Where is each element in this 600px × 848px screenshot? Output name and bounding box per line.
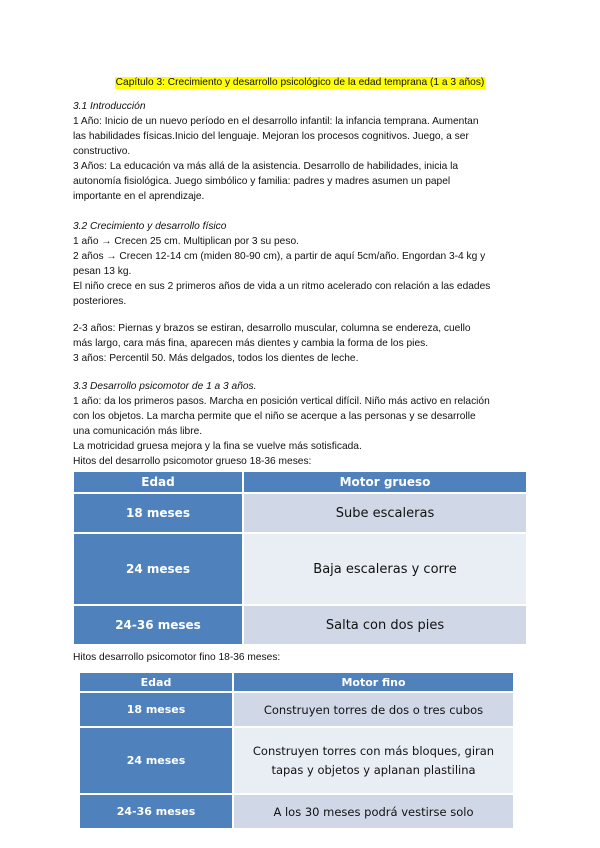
- age-cell: 24-36 meses: [74, 606, 244, 646]
- section-crecimiento: [73, 219, 535, 309]
- paragraph-line: 1 año: da los primeros pasos. Marcha en posición vertical difícil. Niño más activo en relación: [73, 396, 490, 407]
- paragraph-line: una comunicación más libre.: [73, 426, 203, 437]
- milestone-cell: Baja escaleras y corre: [244, 534, 526, 606]
- milestone-cell: Sube escaleras: [244, 494, 526, 534]
- milestone-cell: Construyen torres de dos o tres cubos: [234, 693, 513, 728]
- paragraph-line: 2-3 años: Piernas y brazos se estiran, desarrollo muscular, columna se endereza, cuello: [73, 323, 471, 334]
- table-row: [80, 693, 513, 728]
- age-cell: 18 meses: [74, 494, 244, 534]
- section-crecimiento-extra: [73, 321, 535, 366]
- section-heading: 3.2 Crecimiento y desarrollo físico: [73, 221, 227, 232]
- milestone-cell: Salta con dos pies: [244, 606, 526, 646]
- header-edad: Edad: [80, 673, 234, 693]
- paragraph-line: 1 Año: Inicio de un nuevo período en el desarrollo infantil: la infancia temprana. Aumentan: [73, 116, 479, 127]
- age-cell: 24 meses: [74, 534, 244, 606]
- fine-motor-caption-block: [73, 650, 535, 665]
- chapter-title-wrap: [0, 72, 600, 90]
- paragraph-line: 1 año → Crecen 25 cm. Multiplican por 3 su peso.: [73, 236, 299, 247]
- paragraph-line: con los objetos. La marcha permite que el niño se acerque a las personas y se desarrolle: [73, 411, 476, 422]
- paragraph-line: El niño crece en sus 2 primeros años de vida a un ritmo acelerado con relación a las edades: [73, 281, 491, 292]
- paragraph-line: más largo, cara más fina, aparecen más dientes y cambia la forma de los pies.: [73, 338, 429, 349]
- fine-motor-table: [80, 673, 513, 830]
- paragraph-line: constructivo.: [73, 146, 131, 157]
- paragraph-line: pesan 13 kg.: [73, 266, 132, 277]
- age-cell: 18 meses: [80, 693, 234, 728]
- section-psicomotor: [73, 379, 535, 469]
- milestone-cell: Construyen torres con más bloques, giran tapas y objetos y aplanan plastilina: [234, 728, 513, 795]
- age-cell: 24 meses: [80, 728, 234, 795]
- section-heading: 3.1 Introducción: [73, 101, 146, 112]
- paragraph-line: las habilidades físicas.Inicio del lenguaje. Mejoran los procesos cognitivos. Juego, a ser: [73, 131, 469, 142]
- table-row: [74, 534, 526, 606]
- table-row: [80, 728, 513, 795]
- table-header-row: [74, 472, 526, 494]
- table-row: [74, 494, 526, 534]
- section-heading: 3.3 Desarrollo psicomotor de 1 a 3 años.: [73, 381, 257, 392]
- paragraph-line: 2 años → Crecen 12-14 cm (miden 80-90 cm), a partir de aquí 5cm/año. Engordan 3-4 kg y: [73, 251, 486, 262]
- milestone-cell: A los 30 meses podrá vestirse solo: [234, 795, 513, 830]
- table-row: [74, 606, 526, 646]
- header-motor-fino: Motor fino: [234, 673, 513, 693]
- header-motor-grueso: Motor grueso: [244, 472, 526, 494]
- paragraph-line: La motricidad gruesa mejora y la fina se vuelve más sotisficada.: [73, 441, 362, 452]
- age-cell: 24-36 meses: [80, 795, 234, 830]
- section-introduccion: [73, 99, 535, 204]
- table-row: [80, 795, 513, 830]
- paragraph-line: posteriores.: [73, 296, 127, 307]
- gross-motor-table: [74, 472, 526, 646]
- header-edad: Edad: [74, 472, 244, 494]
- paragraph-line: 3 años: Percentil 50. Más delgados, todos los dientes de leche.: [73, 353, 359, 364]
- paragraph-line: 3 Años: La educación va más allá de la asistencia. Desarrollo de habilidades, inicia la: [73, 161, 459, 172]
- paragraph-line: Hitos del desarrollo psicomotor grueso 18-36 meses:: [73, 456, 312, 467]
- paragraph-line: autonomía fisiológica. Juego simbólico y familia: padres y madres asumen un papel: [73, 176, 451, 187]
- fine-motor-caption: Hitos desarrollo psicomotor fino 18-36 meses:: [73, 652, 281, 663]
- chapter-title: Capítulo 3: Crecimiento y desarrollo psicológico de la edad temprana (1 a 3 años): [115, 77, 485, 88]
- table-header-row: [80, 673, 513, 693]
- paragraph-line: importante en el aprendizaje.: [73, 191, 205, 202]
